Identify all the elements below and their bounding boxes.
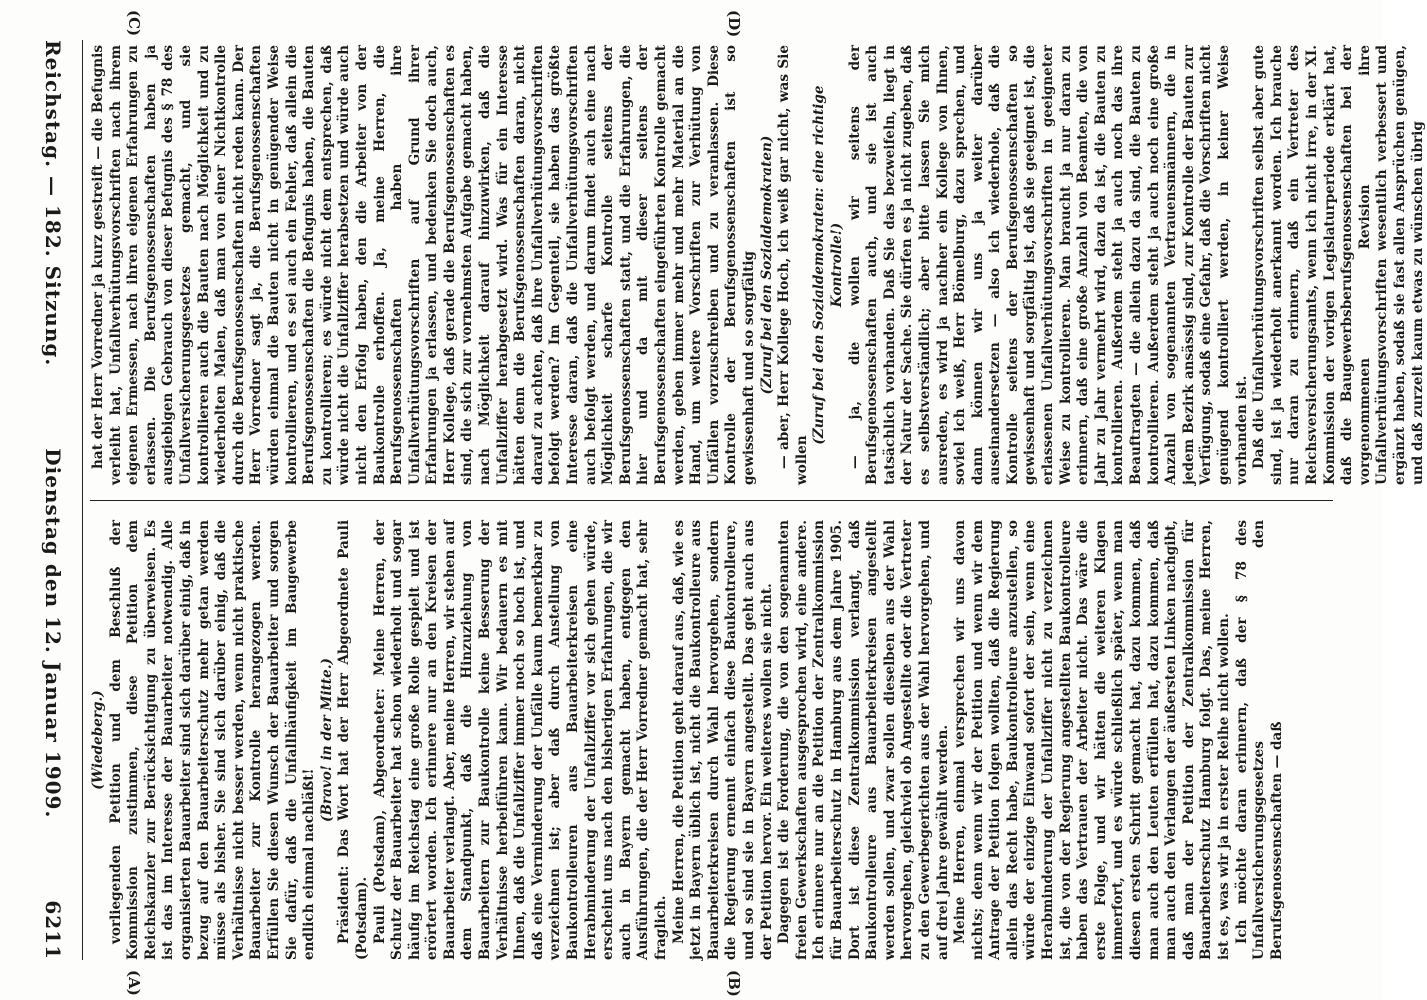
marker-c: (C) (125, 10, 143, 37)
paragraph: (Zuruf bei den Sozialdemokraten: eine richtige Kontrolle!) (811, 85, 845, 445)
paragraph: Pauli (Potsdam), Abgeordneter: Meine Herren, der Schutz der Bauarbeiter hat schon wiederholt und sogar häufig im Reichstag eine große Rolle gespielt und ist erörtert worden. Ich erinnere nur an den Kreisen der Bauarbeiter verlangt. Aber, meine Herren, wir stehen auf dem Standpunkt, daß die Hinzuziehung von Bauarbeitern zur Baukontrolle keine Besserung der Verhältnisse herbeiführen kann. Wir bedauern es mit Ihnen, daß die Unfallziffer immer noch so hoch ist, und daß eine Verminderung der Unfälle kaum bemerkbar zu verzeichnen ist; aber daß durch Anstellung von Baukontrolleuren aus Bauarbeiterkreisen eine Herabminderung der Unfallziffer vor sich gehen würde, erscheint uns nach den bisherigen Erfahrungen, die wir auch in Bayern gemacht haben, entgegen den Ausführungen, die der Herr Vorredner gemacht hat, sehr fraglich. (371, 520, 669, 960)
paragraph: — aber, Herr Kollege Hoch, ich weiß gar nicht, was Sie wollen (776, 45, 810, 485)
paragraph: (Wiedeberg.) (90, 690, 106, 790)
page-header (33, 40, 73, 960)
header-rule (82, 40, 83, 960)
paragraph: Dagegen ist die Forderung, die von den sogenannten freien Gewerkschaften ausgesprochen wird, eine andere. Ich erinnere nur an die Petition der Zentralkommission für Bauarbeiterschutz in Hamburg aus dem Jahre 1905. Dort ist diese Zentralkommission verlangt, daß Baukontrolleure aus Bauarbeiterkreisen angestellt werden sollen, und zwar sollen dieselben aus der Wahl hervorgehen, gleichviel ob Angestellte oder die Vertreter zu den Gewerbegerichten aus der Wahl hervorgehen, und auf drei Jahre gewählt werden. (776, 520, 951, 960)
paragraph: Daß die Unfallverhütungsvorschriften selbst aber gute sind, ist ja wiederholt anerkannt worden. Ich brauche nur daran zu erinnern, daß ein Vertreter des Reichsversicherungsamts, wenn ich nicht irre, in der XI. Kommission der vorigen Legislaturperiode erklärt hat, daß die Baugewerbsberufsgenossenschaften bei der vorgenommenen Revision ihre Unfallverhütungsvorschriften wesentlich verbessert und ergänzt haben, sodaß sie fast allen Ansprüchen genügen, und daß zurzeit kaum etwas zu wünschen übrig (1251, 45, 1426, 485)
marker-a: (A) (125, 970, 143, 996)
paragraph: vorliegenden Petition und dem Beschluß der Kommission zustimmen, diese Petition dem Reichskanzler zur Berücksichtigung zu überweisen. Es ist das im Interesse der Bauarbeiter notwendig. Alle organisierten Bauarbeiter sind sich darüber einig, daß in bezug auf den Bauarbeiterschutz mehr getan werden müsse als bisher. Sie sind sich darüber einig, daß die Verhältnisse nicht besser werden, wenn nicht praktische Bauarbeiter zur Kontrolle herangezogen werden. Erfüllen Sie diesen Wunsch der Bauarbeiter und sorgen Sie dafür, daß die Unfallhäufigkeit im Baugewerbe endlich einmal nachläßt! (107, 520, 318, 960)
page-number: 6211 (41, 900, 65, 960)
paragraph: hat der Herr Vorredner ja kurz gestreift — die Befugnis verleiht hat, Unfallverhütungsvorschriften nach ihrem eigenen Ermessen, nach ihren eigenen Erfahrungen zu erlassen. Die Berufsgenossenschaften haben ja ausgiebigen Gebrauch von dieser Befugnis des § 78 des Unfallversicherungsgesetzes gemacht, und sie kontrollieren auch die Bauten nach Möglichkeit und zu wiederholten Malen, daß man von einer Nichtkontrolle durch die Berufsgenossenschaften nicht reden kann. Der Herr Vorredner sagt ja, die Berufsgenossenschaften würden einmal die Bauten nicht in genügender Weise kontrollieren, und es sei auch ein Fehler, daß allein die Berufsgenossenschaften die Befugnis haben, die Bauten zu kontrollieren; es würde nicht dem entsprechen, daß würde nicht die Unfallziffer herabsetzen und würde auch nicht den Erfolg haben, den die Arbeiter von der Baukontrolle erhoffen. Ja, meine Herren, die Berufsgenossenschaften haben ihre Unfallverhütungsvorschriften auf Grund ihrer Erfahrungen ja erlassen, und bedenken Sie doch auch, Herr Kollege, daß gerade die Berufsgenossenschaften es sind, die sich zur vornehmsten Aufgabe gemacht haben, nach Möglichkeit darauf hinzuwirken, daß die Unfallziffer herabgesetzt wird. Was für ein Interesse hätten denn die Berufsgenossenschaften daran, nicht darauf zu achten, daß ihre Unfallverhütungsvorschriften befolgt werden? Im Gegenteil, sie haben das größte Interesse daran, daß die Unfallverhütungsvorschriften auch befolgt werden, und darum findet auch eine nach Möglichkeit scharfe Kontrolle seitens der Berufsgenossenschaften statt, und die Erfahrungen, die hier und da mit dieser seitens der Berufsgenossenschaften eingeführten Kontrolle gemacht werden, geben immer mehr und mehr Material an die Hand, um weitere Vorschriften zur Verhütung von Unfällen vorzuschreiben und zu veranlassen. Diese Kontrolle der Berufsgenossenschaften ist so gewissenhaft und so sorgfältig (90, 45, 757, 485)
paragraph: (Zuruf bei den Sozialdemokraten) (758, 135, 775, 395)
column-divider (90, 500, 1333, 501)
paragraph: Meine Herren, die Petition geht darauf aus, daß, wie es jetzt in Bayern üblich ist, nicht die Baukontrolleure aus Bauarbeiterkreisen durch Wahl hervorgehen, sondern die Regierung ernennt einfach diese Baukontrolleure, und so sind sie in Bayern angestellt. Das geht auch aus der Petition hervor. Ein weiteres wollen sie nicht. (670, 520, 775, 960)
marker-d: (D) (725, 10, 743, 38)
marker-b: (B) (725, 970, 743, 997)
paragraph: Ich möchte daran erinnern, daß der § 78 des Unfallversicherungsgesetzes den Berufsgenossenschaften — daß (1233, 520, 1285, 960)
paragraph: Präsident: Das Wort hat der Herr Abgeordnete Pauli (Potsdam). (336, 520, 370, 960)
paragraph: Meine Herren, einmal versprechen wir uns davon nichts; denn wenn wir der Petition und wenn wir dem Antrage der Petition folgen wollten, daß die Regierung allein das Recht habe, Baukontrolleure anzustellen, so würde der einzige Einwand sofort der sein, wenn eine Herabminderung der Unfallziffer nicht zu verzeichnen ist, die von der Regierung angestellten Baukontrolleure haben das Vertrauen der Arbeiter nicht. Das wäre die erste Folge, und wir hätten die weiteren Klagen immerfort, und es würde schließlich später, wenn man diesen ersten Schritt gemacht hat, dazu kommen, daß man auch den Leuten erfüllen hat, dazu kommen, daß man auch den Verlangen der äußersten Linken nachgibt, daß man der Petition der Zentralkommission für Bauarbeiterschutz Hamburg folgt. Das, meine Herren, ist es, was wir ja in erster Reihe nicht wollen. (952, 520, 1232, 960)
right-column (90, 45, 1426, 485)
paragraph: — ja, die wollen wir seitens der Berufsgenossenschaften auch, und sie ist auch tatsächlich vorhanden. Daß Sie das bezweifeln, liegt in der Natur der Sache. Sie dürfen es ja nicht zugeben, daß es selbstverständlich; aber bitte lassen Sie mich ausreden, es wird ja nachher ein Kollege von Ihnen, soviel ich weiß, Herr Bömelburg, dazu sprechen, und dann können wir uns ja weiter darüber auseinandersetzen — also ich wiederhole, daß die Kontrolle seitens der Berufsgenossenschaften so gewissenhaft und sorgfältig ist, daß sie geeignet ist, die erlassenen Unfallverhütungsvorschriften in geeigneter Weise zu kontrollieren. Man braucht ja nur daran zu erinnern, daß eine große Anzahl von Beamten, die von Jahr zu Jahr vermehrt wird, dazu da ist, die Bauten zu kontrollieren. Außerdem steht ja auch noch das ihre Beauftragten — die allein dazu da sind, die Bauten zu kontrollieren. Außerdem steht ja auch noch eine große Anzahl von sogenannten Vertrauensmännern, die in jedem Bezirk ansässig sind, zur Kontrolle der Bauten zur Verfügung, sodaß eine Gefahr, daß die Vorschriften nicht genügend kontrolliert werden, in keiner Weise vorhanden ist. (846, 45, 1250, 485)
left-column (90, 520, 1343, 960)
paragraph: (Bravo! in der Mitte.) (318, 658, 335, 822)
header-left: Reichstag. — 182. Sitzung. (41, 40, 65, 367)
header-date: Dienstag den 12. Januar 1909. (41, 448, 65, 819)
